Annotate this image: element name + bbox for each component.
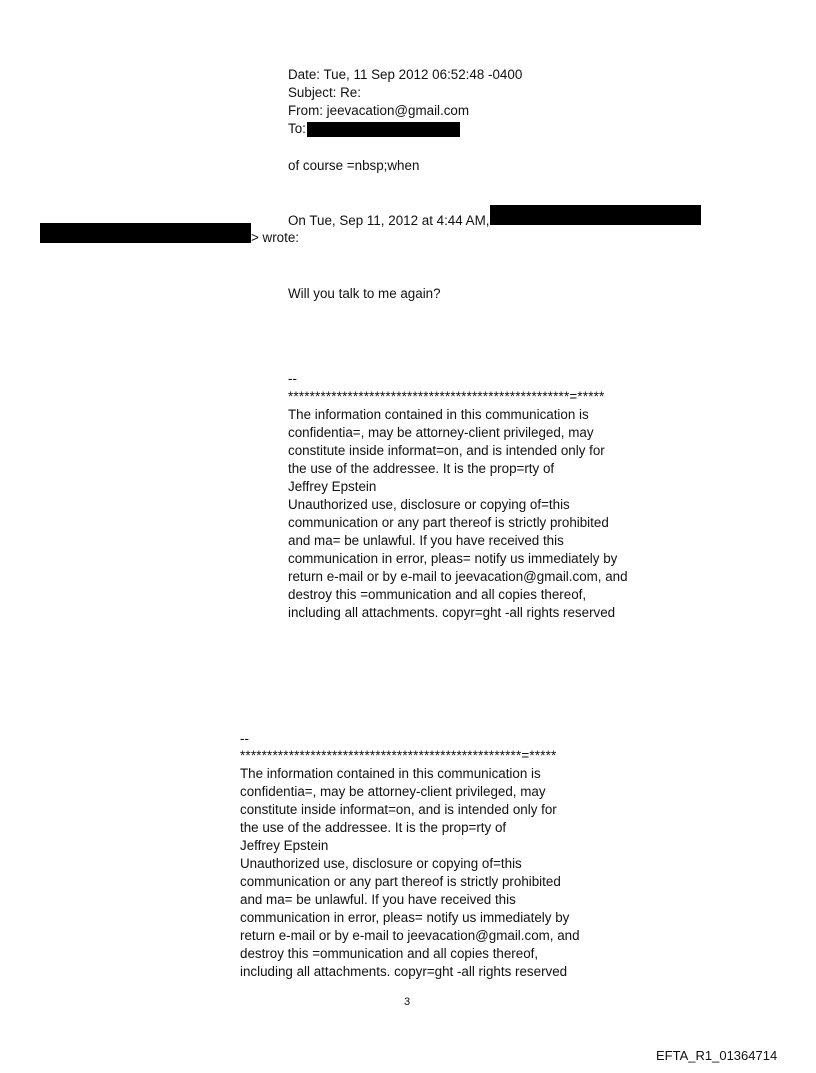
disclaimer-line: the use of the addressee. It is the prop=rty of	[288, 461, 555, 476]
disclaimer-line: communication in error, pleas= notify us immediately by	[288, 551, 618, 566]
redaction-to	[307, 122, 460, 137]
to-line: To:	[288, 121, 306, 136]
disclaimer-line: including all attachments. copyr=ght -all rights reserved	[288, 605, 616, 620]
disclaimer-line: constitute inside informat=on, and is intended only for	[240, 802, 557, 817]
disclaimer-line: communication or any part thereof is strictly prohibited	[240, 874, 561, 889]
disclaimer-line: communication in error, pleas= notify us immediately by	[240, 910, 570, 925]
quoted-message: Will you talk to me again?	[288, 286, 441, 301]
disclaimer-line: destroy this =ommunication and all copies thereof,	[240, 946, 539, 961]
disclaimer-line: confidentia=, may be attorney-client privileged, may	[288, 425, 594, 440]
reply-text: of course =nbsp;when	[288, 158, 420, 173]
signature-stars: ****************************************************=*****	[240, 748, 557, 763]
redaction-sender-email	[40, 223, 251, 243]
date-line: Date: Tue, 11 Sep 2012 06:52:48 -0400	[288, 67, 523, 82]
disclaimer-line: return e-mail or by e-mail to jeevacation@gmail.com, and	[240, 928, 580, 943]
disclaimer-line: and ma= be unlawful. If you have received this	[288, 533, 564, 548]
disclaimer-line: Jeffrey Epstein	[240, 838, 329, 853]
disclaimer-line: Unauthorized use, disclosure or copying of=this	[240, 856, 522, 871]
quoted-signature-stars: ****************************************************=*****	[288, 389, 605, 404]
disclaimer-line: confidentia=, may be attorney-client privileged, may	[240, 784, 546, 799]
quote-intro: On Tue, Sep 11, 2012 at 4:44 AM,	[288, 213, 490, 228]
quoted-signature-dashes: --	[288, 371, 297, 386]
disclaimer-line: communication or any part thereof is strictly prohibited	[288, 515, 609, 530]
disclaimer-line: constitute inside informat=on, and is intended only for	[288, 443, 605, 458]
subject-line: Subject: Re:	[288, 85, 361, 100]
disclaimer-line: including all attachments. copyr=ght -all rights reserved	[240, 964, 568, 979]
disclaimer-line: The information contained in this communication is	[240, 766, 541, 781]
disclaimer-line: The information contained in this communication is	[288, 407, 589, 422]
disclaimer-line: return e-mail or by e-mail to jeevacation@gmail.com, and	[288, 569, 628, 584]
signature-dashes: --	[240, 731, 249, 746]
quote-wrote: > wrote:	[251, 230, 300, 245]
disclaimer-line: and ma= be unlawful. If you have received this	[240, 892, 516, 907]
page-number: 3	[404, 996, 411, 1008]
disclaimer-line: destroy this =ommunication and all copies thereof,	[288, 587, 587, 602]
from-line: From: jeevacation@gmail.com	[288, 103, 470, 118]
redaction-sender-name	[490, 205, 701, 225]
disclaimer-line: the use of the addressee. It is the prop=rty of	[240, 820, 507, 835]
disclaimer-line: Unauthorized use, disclosure or copying of=this	[288, 497, 570, 512]
disclaimer-line: Jeffrey Epstein	[288, 479, 377, 494]
document-id: EFTA_R1_01364714	[656, 1048, 778, 1063]
